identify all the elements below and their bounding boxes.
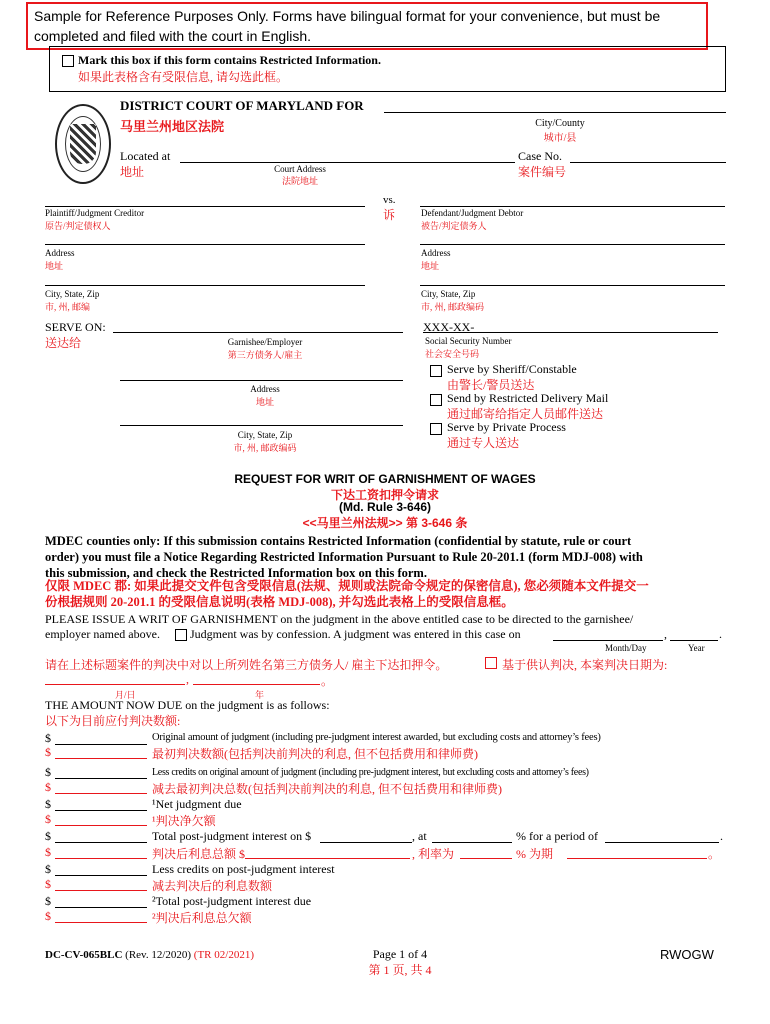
- court-address-line[interactable]: [180, 162, 515, 163]
- garnishee-address-line[interactable]: [120, 380, 403, 381]
- defendant-city-label-en: City, State, Zip: [421, 289, 476, 299]
- request-zh-comma: ,: [186, 672, 189, 686]
- row6-currency: $: [45, 894, 51, 908]
- row4-label-zh-c: % 为期: [516, 847, 553, 861]
- row3-label-zh: ¹判决净欠额: [152, 814, 216, 828]
- row6-label-en: ²Total post-judgment interest due: [152, 894, 312, 908]
- row4-end-period-zh: 。: [708, 847, 721, 861]
- plaintiff-label-en: Plaintiff/Judgment Creditor: [45, 208, 145, 218]
- case-no-line[interactable]: [570, 162, 726, 163]
- row2-currency: $: [45, 765, 51, 779]
- row2-amount-line[interactable]: [55, 778, 147, 779]
- garnishee-address-label-zh: 地址: [255, 397, 274, 407]
- row2-currency-zh: $: [45, 780, 51, 794]
- plaintiff-city-line[interactable]: [45, 285, 365, 286]
- form-rev: (Rev. 12/2020): [125, 949, 192, 961]
- form-title-zh: 下达工资扣押令请求: [330, 488, 439, 502]
- court-title-en: DISTRICT COURT OF MARYLAND FOR: [120, 98, 364, 113]
- request-zh-line-1b: 基于供认判决, 本案判决日期为:: [502, 658, 668, 672]
- request-line-2a: employer named above.: [45, 627, 160, 641]
- court-county-line[interactable]: [384, 112, 726, 113]
- row5-label-zh: 减去判决后的利息数额: [152, 879, 273, 893]
- notice-line-1: Sample for Reference Purposes Only. Forms have bilingual format for your convenience, but must be: [34, 8, 661, 24]
- private-process-zh: 通过专人送达: [447, 436, 520, 450]
- row4-currency: $: [45, 829, 51, 843]
- year-label-zh: 年: [255, 690, 265, 700]
- row2-label-zh: 减去最初判决总数(包括判决前判决的利息, 但不包括费用和律师费): [152, 782, 502, 796]
- row6-label-zh: ²判决后利息总欠额: [152, 911, 252, 925]
- row4-period-line[interactable]: [605, 842, 719, 843]
- row1-currency: $: [45, 731, 51, 745]
- plaintiff-address-line[interactable]: [45, 244, 365, 245]
- defendant-city-line[interactable]: [420, 285, 725, 286]
- row4-amount-line-zh[interactable]: [55, 858, 147, 859]
- case-no-label-en: Case No.: [518, 149, 562, 163]
- serve-sheriff-en: Serve by Sheriff/Constable: [447, 362, 577, 376]
- located-at-en: Located at: [120, 149, 171, 163]
- garnishee-label-zh: 第三方债务人/雇主: [227, 350, 303, 360]
- amount-heading-zh: 以下为目前应付判决数额:: [45, 714, 181, 728]
- restricted-mail-en: Send by Restricted Delivery Mail: [447, 391, 609, 405]
- rule-ref-zh: <<马里兰州法规>> 第 3-646 条: [302, 516, 468, 530]
- row3-currency: $: [45, 797, 51, 811]
- sample-notice: [26, 2, 708, 50]
- restricted-label-en: Mark this box if this form contains Restricted Information.: [78, 53, 381, 67]
- private-process-en: Serve by Private Process: [447, 420, 566, 434]
- defendant-name-line[interactable]: [420, 206, 725, 207]
- row1-currency-zh: $: [45, 745, 51, 759]
- row5-currency-zh: $: [45, 877, 51, 891]
- row5-amount-line-zh[interactable]: [55, 890, 147, 891]
- row5-amount-line[interactable]: [55, 875, 147, 876]
- garnishee-city-line[interactable]: [120, 425, 403, 426]
- row4-label-zh-b: , 利率为: [412, 847, 455, 861]
- defendant-label-en: Defendant/Judgment Debtor: [421, 208, 524, 218]
- confession-checkbox-zh[interactable]: [485, 657, 497, 669]
- plaintiff-address-label-en: Address: [45, 248, 75, 258]
- plaintiff-address-label-zh: 地址: [45, 261, 64, 271]
- court-address-label-zh: 法院地址: [281, 176, 318, 186]
- serve-sheriff-checkbox[interactable]: [430, 365, 442, 377]
- mdec-en-line-2: order) you must file a Notice Regarding Restricted Information Pursuant to Rule 20-201.1 (form MDJ-008) with: [45, 550, 643, 564]
- row4-period-line-zh[interactable]: [567, 858, 707, 859]
- judgment-year-line[interactable]: [670, 640, 718, 641]
- mdec-notice-zh: [45, 578, 765, 610]
- row4-end-dot: .: [720, 829, 723, 843]
- garnishee-label-en: Garnishee/Employer: [227, 337, 303, 347]
- notice-line-2: completed and filed with the court in English.: [34, 28, 312, 44]
- row4-label-en-b: , at: [412, 829, 427, 843]
- form-title-en: REQUEST FOR WRIT OF GARNISHMENT OF WAGES: [234, 472, 536, 486]
- judgment-date-line-zh[interactable]: [45, 684, 185, 685]
- garnishee-address-label-en: Address: [250, 384, 280, 394]
- year-label: Year: [688, 643, 705, 653]
- judgment-date-line[interactable]: [553, 640, 663, 641]
- row4-principal-line[interactable]: [320, 842, 412, 843]
- month-day-label-zh: 月/日: [115, 690, 136, 700]
- garnishee-name-line[interactable]: [113, 332, 403, 333]
- row5-label-en: Less credits on post-judgment interest: [152, 862, 335, 876]
- case-no-label-zh: 案件编号: [518, 165, 567, 179]
- row3-label-en: ¹Net judgment due: [152, 797, 242, 811]
- plaintiff-city-label-zh: 市, 州, 邮编: [45, 302, 91, 312]
- row6-amount-line[interactable]: [55, 907, 147, 908]
- request-zh-line-1a: 请在上述标题案件的判决中对以上所列姓名第三方债务人/ 雇主下达扣押令。: [45, 658, 448, 672]
- row4-principal-line-zh[interactable]: [245, 858, 410, 859]
- restricted-mail-zh: 通过邮寄给指定人员邮件送达: [447, 407, 604, 421]
- court-seal: [55, 104, 111, 184]
- page-number-zh: 第 1 页, 共 4: [368, 963, 432, 977]
- defendant-address-label-zh: 地址: [421, 261, 440, 271]
- row3-currency-zh: $: [45, 812, 51, 826]
- serve-on-label-zh: 送达给: [45, 336, 82, 350]
- garnishee-city-label-zh: 市, 州, 邮政编码: [233, 443, 297, 453]
- defendant-address-line[interactable]: [420, 244, 725, 245]
- request-zh-period: 。: [321, 674, 334, 688]
- vs-zh: 诉: [383, 208, 396, 222]
- row3-amount-line[interactable]: [55, 810, 147, 811]
- plaintiff-label-zh: 原告/判定债权人: [45, 221, 111, 231]
- row2-label-en: Less credits on original amount of judgment (including pre-judgment interest, but excluding costs and attorney’s fees): [152, 767, 589, 778]
- defendant-label-zh: 被告/判定债务人: [421, 221, 487, 231]
- row2-amount-line-zh[interactable]: [55, 793, 147, 794]
- row1-label-zh: 最初判决数额(包括判决前判决的利息, 但不包括费用和律师费): [152, 747, 478, 761]
- garnishee-city-label-en: City, State, Zip: [237, 430, 293, 440]
- row6-currency-zh: $: [45, 909, 51, 923]
- ssn-line[interactable]: [423, 332, 718, 333]
- defendant-address-label-en: Address: [421, 248, 451, 258]
- row4-label-en-a: Total post-judgment interest on $: [152, 829, 312, 843]
- request-comma: ,: [664, 627, 667, 641]
- restricted-label-zh: 如果此表格含有受限信息, 请勾选此框。: [78, 70, 289, 84]
- ssn-label-zh: 社会安全号码: [425, 349, 480, 359]
- row3-amount-line-zh[interactable]: [55, 825, 147, 826]
- form-footer-id: [45, 949, 254, 961]
- defendant-city-label-zh: 市, 州, 邮政编码: [421, 302, 485, 312]
- row4-rate-line-zh[interactable]: [460, 858, 512, 859]
- city-county-label-zh: 城市/县: [543, 133, 577, 144]
- row4-label-zh-a: 判决后利息总额 $: [152, 847, 246, 861]
- page-number-en: Page 1 of 4: [372, 947, 428, 961]
- row6-amount-line-zh[interactable]: [55, 922, 147, 923]
- vs-en: vs.: [383, 194, 396, 206]
- month-day-label: Month/Day: [605, 643, 647, 653]
- serve-on-label-en: SERVE ON:: [45, 320, 106, 334]
- row4-rate-line[interactable]: [432, 842, 512, 843]
- row1-amount-line[interactable]: [55, 744, 147, 745]
- row4-label-en-c: % for a period of: [516, 829, 598, 843]
- restricted-mail-checkbox[interactable]: [430, 394, 442, 406]
- form-tr: (TR 02/2021): [193, 949, 254, 961]
- form-id: DC-CV-065BLC: [45, 949, 123, 961]
- row1-amount-line-zh[interactable]: [55, 758, 147, 759]
- row4-amount-line[interactable]: [55, 842, 147, 843]
- mdec-zh-line-1: 仅限 MDEC 郡: 如果此提交文件包含受限信息(法规、规则或法院命令规定的保密信息), 您必须随本文件提交一: [45, 579, 649, 593]
- plaintiff-city-label-en: City, State, Zip: [45, 289, 100, 299]
- city-county-label-en: City/County: [535, 118, 585, 129]
- located-at-zh: 地址: [120, 165, 145, 179]
- judgment-year-line-zh[interactable]: [193, 684, 320, 685]
- confession-checkbox[interactable]: [175, 629, 187, 641]
- mdec-en-line-3: this submission, and check the Restricted Information box on this form.: [45, 566, 427, 580]
- row5-currency: $: [45, 862, 51, 876]
- mdec-notice-en: [45, 533, 745, 581]
- restricted-info-checkbox[interactable]: [62, 55, 74, 67]
- court-address-label-en: Court Address: [274, 164, 326, 174]
- mdec-zh-line-2: 份根据规则 20-201.1 的受限信息说明(表格 MDJ-008), 并勾选此表格上的受限信息框。: [45, 595, 514, 609]
- court-title-zh: 马里兰州地区法院: [120, 119, 225, 134]
- rule-ref-en: (Md. Rule 3-646): [338, 500, 431, 514]
- private-process-checkbox[interactable]: [430, 423, 442, 435]
- row1-label-en: Original amount of judgment (including pre-judgment interest awarded, but excluding costs and attorney’s fees): [152, 732, 601, 743]
- plaintiff-name-line[interactable]: [45, 206, 365, 207]
- request-line-2b: Judgment was by confession. A judgment was entered in this case on: [190, 627, 521, 641]
- amount-heading-en: THE AMOUNT NOW DUE on the judgment is as follows:: [45, 698, 330, 712]
- request-period: .: [719, 627, 722, 641]
- ssn-label-en: Social Security Number: [425, 336, 512, 346]
- serve-sheriff-zh: 由警长/警员送达: [447, 378, 535, 392]
- request-line-1: PLEASE ISSUE A WRIT OF GARNISHMENT on the judgment in the above entitled case to be directed to the garnishee/: [45, 612, 634, 626]
- mdec-en-line-1: MDEC counties only: If this submission contains Restricted Information (confidential by statute, rule or court: [45, 534, 632, 548]
- row4-currency-zh: $: [45, 845, 51, 859]
- form-code: RWOGW: [660, 947, 714, 962]
- ssn-value: XXX-XX-: [423, 320, 475, 334]
